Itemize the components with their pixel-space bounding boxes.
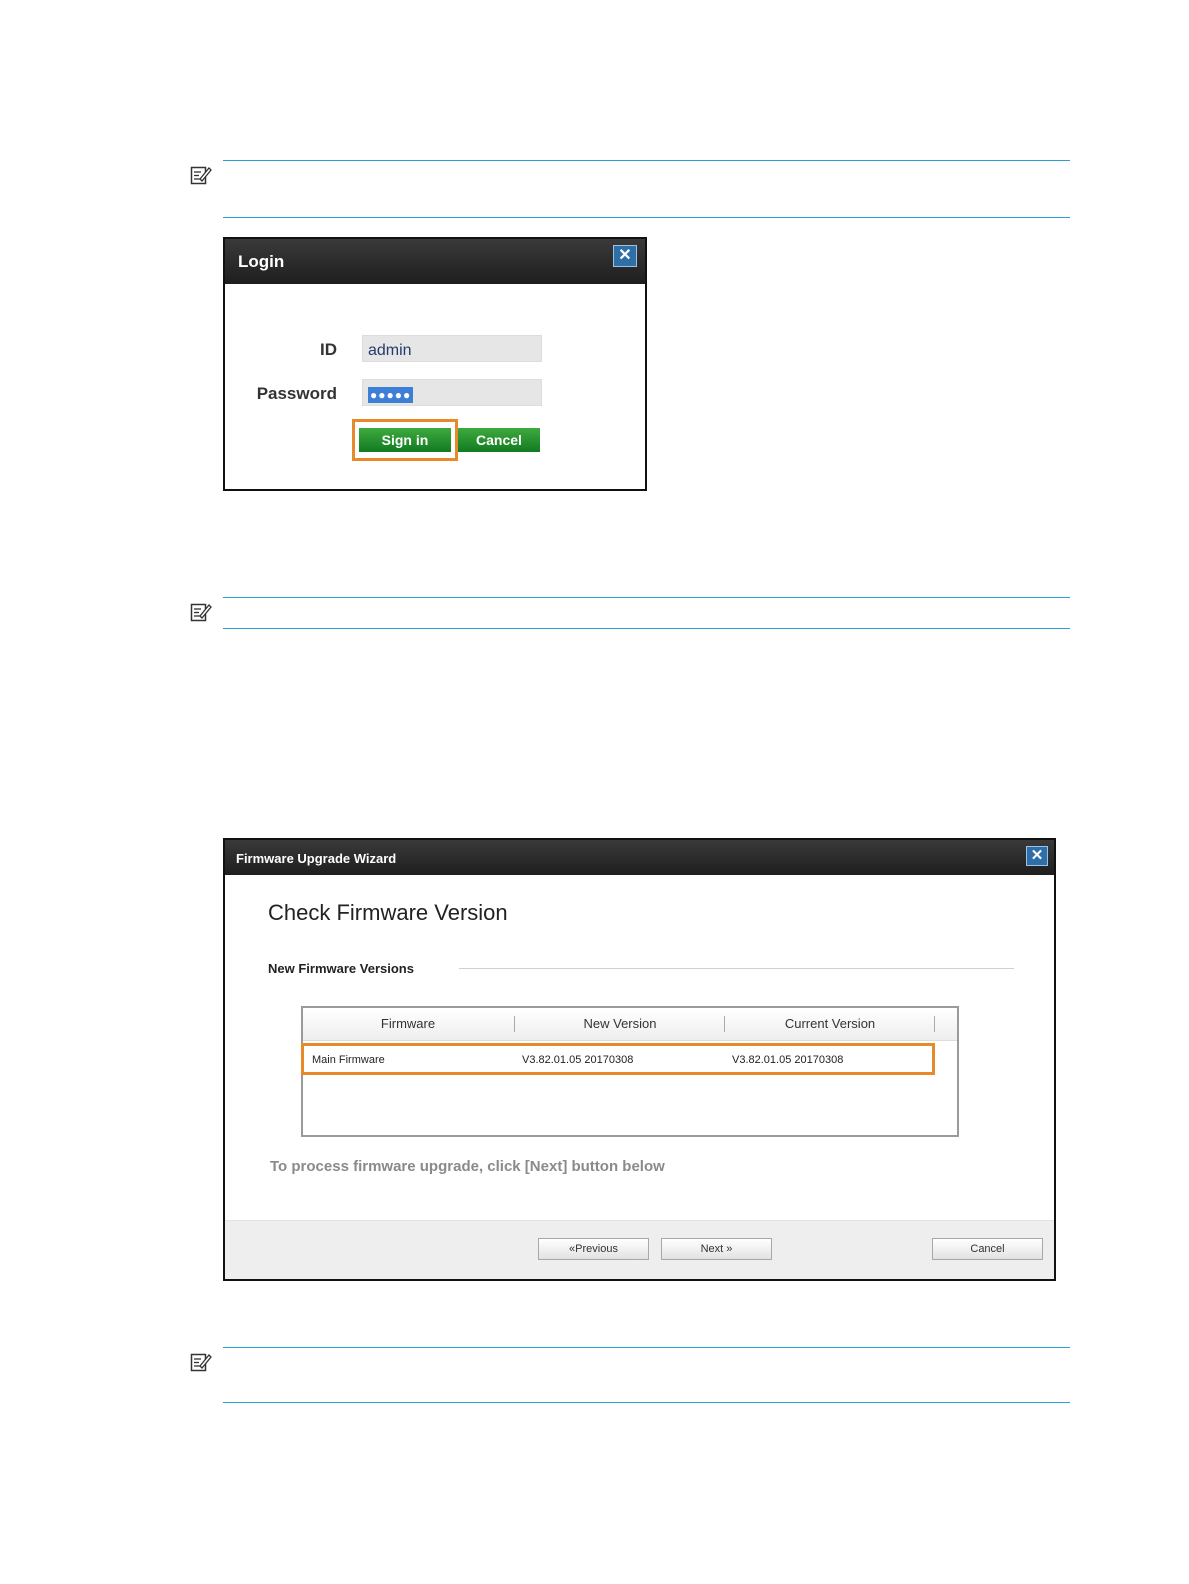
id-label: ID	[320, 340, 337, 359]
section-title: New Firmware Versions	[268, 961, 414, 976]
wizard-titlebar	[225, 840, 1054, 875]
note-icon	[190, 601, 212, 623]
note-block-1	[190, 160, 1070, 218]
wizard-title: Firmware Upgrade Wizard	[236, 851, 397, 866]
wizard-footer	[225, 1220, 1054, 1279]
password-value: ●●●●●	[370, 388, 412, 402]
sign-in-button[interactable]: Sign in	[359, 428, 451, 452]
note-icon	[190, 1351, 212, 1373]
note-rule-bottom	[223, 217, 1070, 218]
cancel-button[interactable]: Cancel	[458, 428, 540, 452]
note-rule-top	[223, 597, 1070, 598]
password-field[interactable]	[362, 379, 542, 406]
login-dialog	[223, 237, 647, 491]
note-icon	[190, 164, 212, 186]
column-header-current-version[interactable]: Current Version	[784, 1016, 876, 1031]
id-field[interactable]: admin	[362, 335, 542, 362]
column-header-firmware[interactable]: Firmware	[380, 1016, 436, 1031]
next-button[interactable]: Next »	[661, 1238, 772, 1260]
instruction-text: To process firmware upgrade, click [Next] button below	[270, 1158, 665, 1175]
note-block-2	[190, 597, 1070, 629]
note-block-3	[190, 1347, 1070, 1403]
login-title: Login	[238, 252, 285, 271]
column-header-new-version[interactable]: New Version	[583, 1016, 657, 1031]
cancel-button[interactable]: Cancel	[932, 1238, 1043, 1260]
section-divider	[459, 968, 1014, 969]
cell-current-version: V3.82.01.05 20170308	[732, 1054, 844, 1066]
note-rule-bottom	[223, 628, 1070, 629]
login-titlebar	[225, 239, 645, 284]
firmware-wizard-dialog	[223, 838, 1056, 1281]
previous-button[interactable]: «Previous	[538, 1238, 649, 1260]
row-highlight	[301, 1043, 935, 1075]
cell-new-version: V3.82.01.05 20170308	[522, 1054, 634, 1066]
wizard-heading: Check Firmware Version	[268, 900, 508, 925]
sign-in-highlight	[352, 419, 458, 461]
cell-firmware: Main Firmware	[312, 1054, 385, 1066]
close-icon[interactable]: ✕	[613, 245, 637, 267]
close-icon[interactable]: ✕	[1026, 846, 1048, 866]
table-header	[303, 1008, 957, 1041]
column-separator	[934, 1016, 935, 1032]
note-rule-top	[223, 1347, 1070, 1348]
firmware-table	[301, 1006, 959, 1137]
note-rule-bottom	[223, 1402, 1070, 1403]
password-label: Password	[256, 384, 337, 403]
note-rule-top	[223, 160, 1070, 161]
